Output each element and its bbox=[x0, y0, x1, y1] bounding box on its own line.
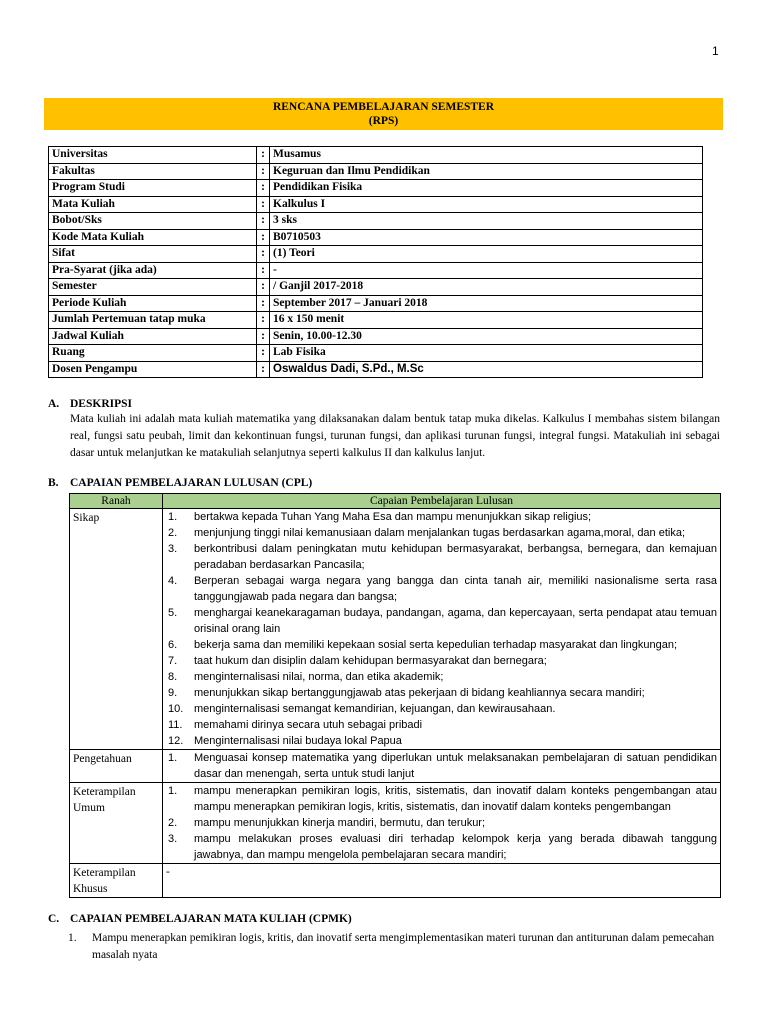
info-value: 16 x 150 menit bbox=[270, 312, 703, 329]
info-label: Semester bbox=[49, 279, 257, 296]
list-item bbox=[166, 637, 717, 653]
info-value: 3 sks bbox=[270, 213, 703, 230]
document-subtitle: (RPS) bbox=[368, 115, 399, 127]
keterampilan-umum-cell bbox=[163, 783, 721, 864]
info-value: Pendidikan Fisika bbox=[270, 180, 703, 197]
item-number: 12. bbox=[168, 735, 184, 747]
list-item bbox=[166, 605, 717, 637]
info-row bbox=[49, 196, 703, 213]
item-text: mampu menerapkan pemikiran logis, kritis, sistematis, dan inovatif dalam konteks pengembangan atau mampu menerapkan pemikiran logis, kritis, sistematis, dan inovatif dalam konteks pengembangan bbox=[194, 785, 717, 813]
pengetahuan-cell bbox=[163, 750, 721, 783]
item-text: berkontribusi dalam peningkatan mutu kehidupan bermasyarakat, berbangsa, bernegara, dan kemajuan peradaban berdasarkan Pancasila; bbox=[194, 543, 717, 571]
document-title: RENCANA PEMBELAJARAN SEMESTER bbox=[272, 101, 495, 113]
info-colon: : bbox=[257, 196, 270, 213]
cpmk-text: Mampu menerapkan pemikiran logis, kritis, dan inovatif serta mengimplementasikan materi turunan dan antiturunan dalam pemecahan masalah nyata bbox=[92, 932, 715, 961]
info-row bbox=[49, 147, 703, 164]
info-label: Bobot/Sks bbox=[49, 213, 257, 230]
cpmk-item bbox=[68, 930, 723, 964]
page-number: 1 bbox=[712, 44, 719, 58]
section-c-heading bbox=[48, 913, 352, 925]
info-value: September 2017 – Januari 2018 bbox=[270, 295, 703, 312]
info-colon: : bbox=[257, 312, 270, 329]
item-text: Menguasai konsep matematika yang diperlukan untuk melaksanakan pembelajaran di satuan pendidikan dasar dan menengah, serta untuk studi lanjut bbox=[194, 752, 717, 780]
info-label: Fakultas bbox=[49, 163, 257, 180]
info-label: Universitas bbox=[49, 147, 257, 164]
info-row bbox=[49, 180, 703, 197]
info-label: Mata Kuliah bbox=[49, 196, 257, 213]
list-item bbox=[166, 783, 717, 815]
list-item bbox=[166, 717, 717, 733]
info-colon: : bbox=[257, 262, 270, 279]
info-row bbox=[49, 295, 703, 312]
info-row bbox=[49, 345, 703, 362]
info-value: Kalkulus I bbox=[270, 196, 703, 213]
section-letter: A. bbox=[48, 398, 60, 410]
info-colon: : bbox=[257, 361, 270, 378]
table-row bbox=[70, 864, 721, 898]
item-text: bekerja sama dan memiliki kepekaan sosial serta kepedulian terhadap masyarakat dan lingkungan; bbox=[194, 639, 678, 651]
item-number: 9. bbox=[168, 687, 178, 699]
info-label: Jadwal Kuliah bbox=[49, 328, 257, 345]
info-row bbox=[49, 312, 703, 329]
item-number: 1. bbox=[168, 752, 178, 764]
list-item bbox=[166, 525, 717, 541]
info-colon: : bbox=[257, 163, 270, 180]
item-number: 8. bbox=[168, 671, 178, 683]
info-colon: : bbox=[257, 147, 270, 164]
info-row bbox=[49, 328, 703, 345]
table-row bbox=[70, 750, 721, 783]
info-row bbox=[49, 279, 703, 296]
info-label: Ruang bbox=[49, 345, 257, 362]
info-value: / Ganjil 2017-2018 bbox=[270, 279, 703, 296]
item-text: mampu menunjukkan kinerja mandiri, bermutu, dan terukur; bbox=[194, 817, 486, 829]
info-row bbox=[49, 229, 703, 246]
info-row bbox=[49, 163, 703, 180]
list-item bbox=[166, 685, 717, 701]
keterampilan-umum-list bbox=[166, 783, 717, 863]
table-row bbox=[70, 783, 721, 864]
list-item bbox=[166, 701, 717, 717]
section-title: CAPAIAN PEMBELAJARAN LULUSAN (CPL) bbox=[70, 477, 313, 489]
info-value: Oswaldus Dadi, S.Pd., M.Sc bbox=[270, 361, 703, 378]
item-text: bertakwa kepada Tuhan Yang Maha Esa dan mampu menunjukkan sikap religius; bbox=[194, 511, 592, 523]
item-number: 5. bbox=[168, 607, 178, 619]
item-text: Menginternalisasi nilai budaya lokal Papua bbox=[194, 735, 402, 747]
sikap-list bbox=[166, 509, 717, 749]
section-title: CAPAIAN PEMBELAJARAN MATA KULIAH (CPMK) bbox=[70, 913, 352, 925]
item-text: Berperan sebagai warga negara yang bangga dan cinta tanah air, memiliki nasionalisme serta rasa tanggungjawab pada negara dan bangsa; bbox=[194, 575, 717, 603]
info-value: - bbox=[270, 262, 703, 279]
item-text: taat hukum dan disiplin dalam kehidupan bermasyarakat dan bernegara; bbox=[194, 655, 547, 667]
section-letter: B. bbox=[48, 477, 59, 489]
item-number: 2. bbox=[168, 527, 178, 539]
item-number: 6. bbox=[168, 639, 178, 651]
info-label: Program Studi bbox=[49, 180, 257, 197]
item-text: mampu melakukan proses evaluasi diri terhadap kelompok kerja yang berada dibawah tanggung jawabnya, dan mampu mengelola pembelajaran secara mandiri; bbox=[194, 833, 717, 861]
list-item bbox=[166, 750, 717, 782]
info-colon: : bbox=[257, 279, 270, 296]
info-row bbox=[49, 246, 703, 263]
item-text: menghargai keanekaragaman budaya, pandangan, agama, dan kepercayaan, serta pendapat atau temuan orisinal orang lain bbox=[194, 607, 717, 635]
info-row bbox=[49, 361, 703, 378]
list-item bbox=[166, 541, 717, 573]
item-number: 1. bbox=[168, 511, 178, 523]
sikap-cell bbox=[163, 509, 721, 750]
item-number: 7. bbox=[168, 655, 178, 667]
info-row bbox=[49, 262, 703, 279]
section-letter: C. bbox=[48, 913, 60, 925]
info-label: Jumlah Pertemuan tatap muka bbox=[49, 312, 257, 329]
info-label: Sifat bbox=[49, 246, 257, 263]
list-item bbox=[166, 733, 717, 749]
info-label: Periode Kuliah bbox=[49, 295, 257, 312]
item-number: 10. bbox=[168, 703, 184, 715]
ranah-sikap: Sikap bbox=[70, 509, 163, 750]
item-number: 1. bbox=[168, 785, 178, 797]
item-number: 3. bbox=[168, 833, 178, 845]
document-title-banner bbox=[44, 98, 723, 130]
info-value: Senin, 10.00-12.30 bbox=[270, 328, 703, 345]
item-number: 4. bbox=[168, 575, 178, 587]
item-number: 2. bbox=[168, 817, 178, 829]
item-number: 3. bbox=[168, 543, 178, 555]
info-value: (1) Teori bbox=[270, 246, 703, 263]
item-text: memahami dirinya secara utuh sebagai pribadi bbox=[194, 719, 423, 731]
list-item bbox=[166, 815, 717, 831]
list-item bbox=[166, 669, 717, 685]
list-item bbox=[166, 509, 717, 525]
info-value: Lab Fisika bbox=[270, 345, 703, 362]
info-value: Keguruan dan Ilmu Pendidikan bbox=[270, 163, 703, 180]
info-colon: : bbox=[257, 295, 270, 312]
header-ranah: Ranah bbox=[70, 494, 163, 509]
info-label: Kode Mata Kuliah bbox=[49, 229, 257, 246]
keterampilan-khusus-value: - bbox=[163, 864, 721, 898]
info-label: Pra-Syarat (jika ada) bbox=[49, 262, 257, 279]
info-colon: : bbox=[257, 328, 270, 345]
ranah-pengetahuan: Pengetahuan bbox=[70, 750, 163, 783]
info-value: Musamus bbox=[270, 147, 703, 164]
info-colon: : bbox=[257, 213, 270, 230]
pengetahuan-list bbox=[166, 750, 717, 782]
info-colon: : bbox=[257, 345, 270, 362]
info-colon: : bbox=[257, 180, 270, 197]
item-text: menunjukkan sikap bertanggungjawab atas pekerjaan di bidang keahliannya secara mandiri; bbox=[194, 687, 645, 699]
table-row bbox=[70, 509, 721, 750]
list-item bbox=[166, 573, 717, 605]
info-row bbox=[49, 213, 703, 230]
info-value: B0710503 bbox=[270, 229, 703, 246]
description-paragraph: Mata kuliah ini adalah mata kuliah matematika yang dilaksanakan dalam bentuk tatap muka dikelas. Kalkulus I membahas sistem bilangan real, fungsi satu peubah, limit dan kekontinuan fungsi, turunan fungsi, dan aplikasi turunan fungsi, integral fungsi. Matakuliah ini sebagai dasar untuk melanjutkan ke matakuliah selanjutnya seperti kalkulus II dan kalkulus lanjut. bbox=[70, 413, 720, 459]
cpl-table bbox=[69, 493, 721, 898]
section-a-heading bbox=[48, 398, 132, 410]
ranah-keterampilan-umum: Keterampilan Umum bbox=[70, 783, 163, 864]
item-text: menginternalisasi semangat kemandirian, kejuangan, dan kewirausahaan. bbox=[194, 703, 556, 715]
list-item bbox=[166, 831, 717, 863]
course-info-table bbox=[48, 146, 703, 378]
section-title: DESKRIPSI bbox=[70, 398, 132, 410]
item-text: menjunjung tinggi nilai kemanusiaan dalam menjalankan tugas berdasarkan agama,moral, dan etika; bbox=[194, 527, 686, 539]
ranah-keterampilan-khusus: Keterampilan Khusus bbox=[70, 864, 163, 898]
item-text: menginternalisasi nilai, norma, dan etika akademik; bbox=[194, 671, 444, 683]
info-label: Dosen Pengampu bbox=[49, 361, 257, 378]
info-colon: : bbox=[257, 229, 270, 246]
info-colon: : bbox=[257, 246, 270, 263]
list-item bbox=[166, 653, 717, 669]
item-number: 11. bbox=[168, 719, 183, 731]
header-capaian: Capaian Pembelajaran Lulusan bbox=[163, 494, 721, 509]
section-b-heading bbox=[48, 477, 312, 489]
cpmk-number: 1. bbox=[68, 932, 77, 944]
